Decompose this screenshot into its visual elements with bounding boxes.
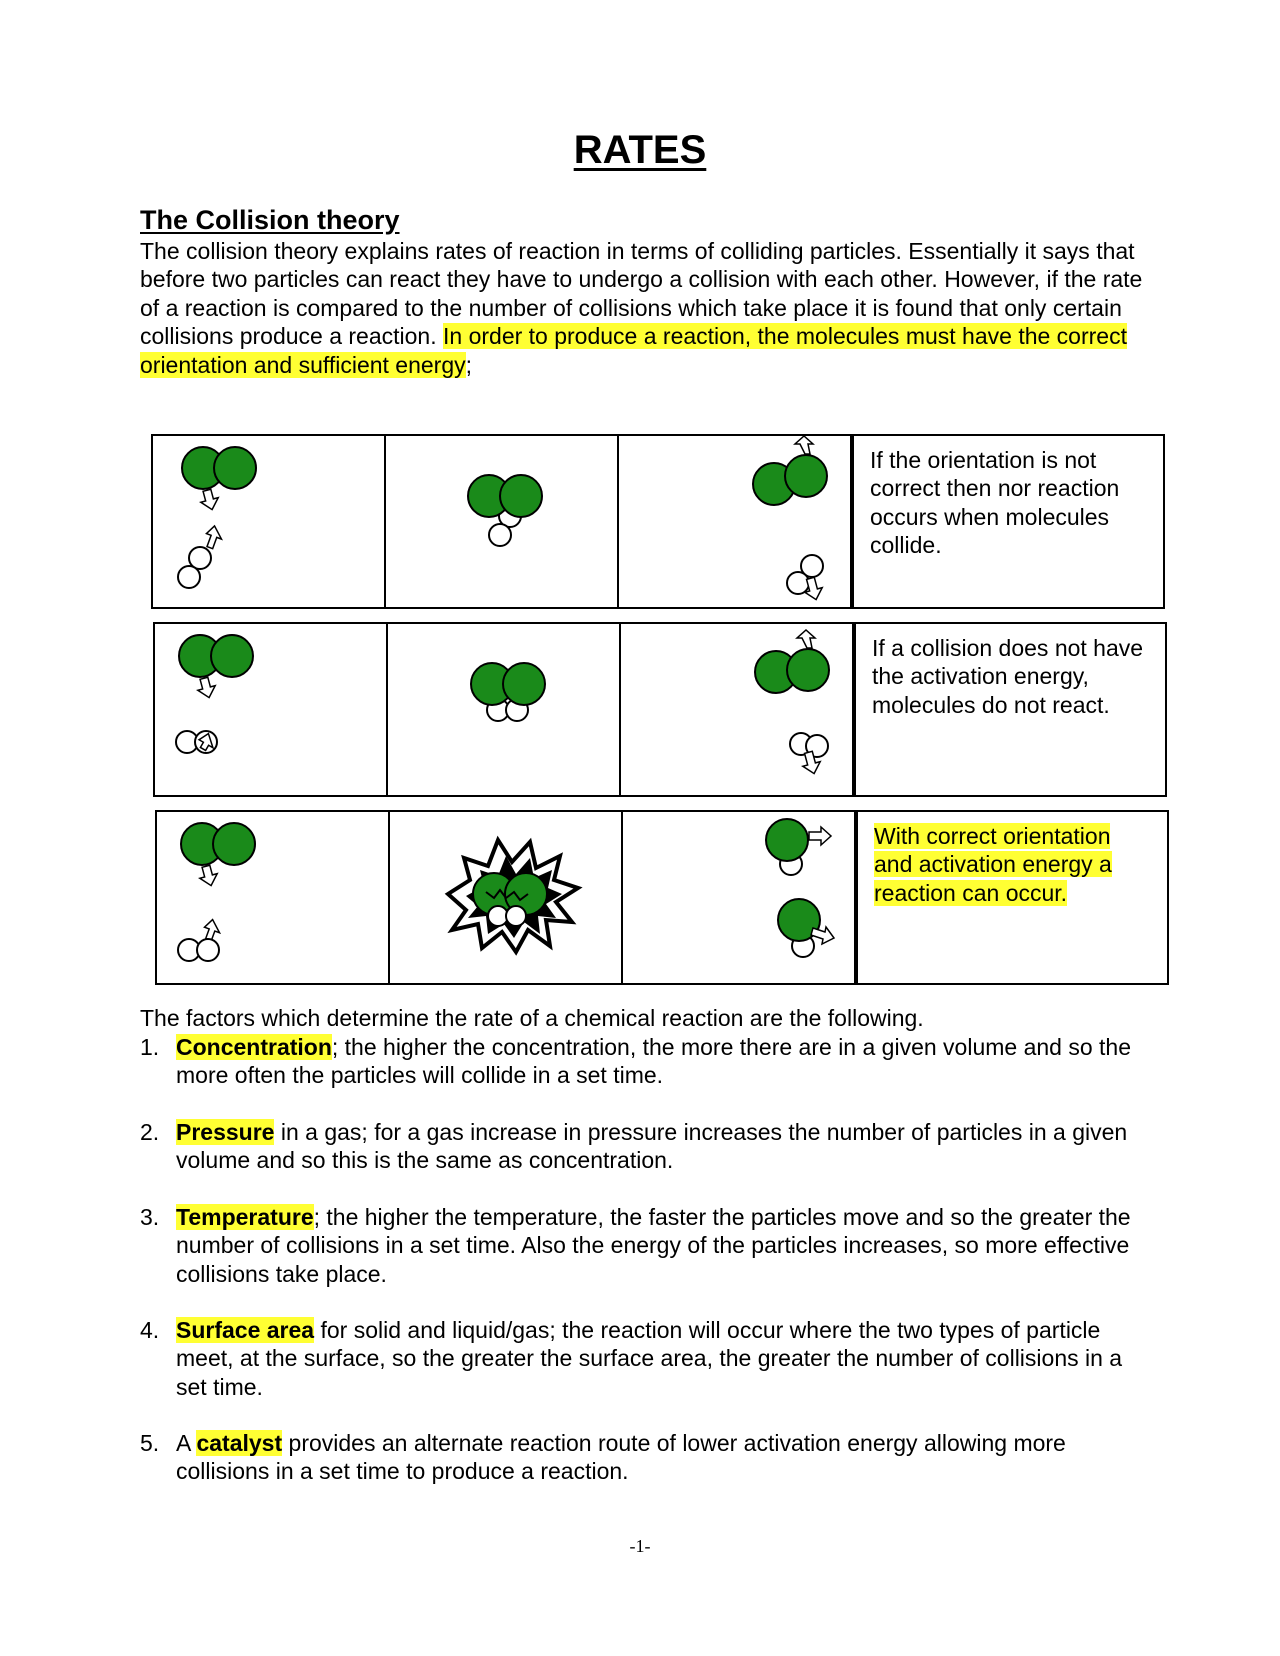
intro-highlight-end: ; — [465, 351, 473, 378]
diagram-row-reaction — [155, 810, 1169, 985]
diagram-cell-collision — [390, 812, 623, 983]
factors-intro: The factors which determine the rate of a chemical reaction are the following. — [140, 1005, 924, 1031]
molecules-approaching-diagram — [155, 624, 388, 799]
orientation-description: If the orientation is not correct then nor reaction occurs when molecules collide. — [870, 447, 1120, 559]
diagram-cell-after — [619, 436, 852, 607]
factor-number: 4. — [140, 1317, 160, 1343]
diagram-row-energy — [153, 622, 1167, 797]
intro-highlight: In order to produce a reaction, the molecules must have the correct orientation and sufficient energy — [140, 323, 1127, 378]
reaction-burst-diagram — [390, 812, 623, 987]
diagram-row-orientation — [151, 434, 1165, 609]
factor-text: in a gas; for a gas increase in pressure increases the number of particles in a given volume and so this is the same as concentration. — [176, 1119, 1128, 1174]
molecules-colliding-diagram — [388, 624, 621, 799]
diagram-cell-before — [153, 436, 386, 607]
factor-pressure — [140, 1118, 1150, 1175]
energy-description: If a collision does not have the activation energy, molecules do not react. — [872, 635, 1144, 718]
factor-number: 1. — [140, 1034, 160, 1060]
products-separating-diagram — [623, 812, 856, 987]
factor-keyword: Concentration — [176, 1034, 332, 1060]
page-title: RATES — [573, 128, 707, 172]
factor-catalyst — [140, 1429, 1150, 1486]
factor-surface-area — [140, 1316, 1150, 1401]
molecules-separating-diagram — [619, 436, 852, 611]
diagram-cell-collision — [388, 624, 621, 795]
factor-text: provides an alternate reaction route of lower activation energy allowing more collisions in a set time to produce a reaction. — [176, 1430, 1066, 1485]
factor-keyword: Pressure — [176, 1119, 275, 1145]
factor-number: 2. — [140, 1119, 160, 1145]
intro-paragraph — [140, 237, 1150, 379]
factor-keyword: Temperature — [176, 1204, 314, 1230]
diagram-cell-after — [621, 624, 854, 795]
factor-concentration — [140, 1033, 1150, 1090]
row-description — [856, 812, 1167, 983]
molecules-colliding-diagram — [386, 436, 619, 611]
diagram-cell-before — [157, 812, 390, 983]
reaction-description: With correct orientation and activation energy a reaction can occur. — [874, 823, 1112, 906]
molecules-approaching-diagram — [157, 812, 390, 987]
section-heading: The Collision theory — [140, 205, 400, 235]
factor-keyword: catalyst — [196, 1430, 283, 1456]
factor-text: ; the higher the temperature, the faster the particles move and so the greater the number of collisions in a set time. Also the energy of the particles increases, so more effective collisions take place. — [176, 1204, 1131, 1287]
factor-text: ; the higher the concentration, the more there are in a given volume and so the more often the particles will collide in a set time. — [176, 1034, 1131, 1089]
intro-text: The collision theory explains rates of reaction in terms of colliding particles. Essentially it says that before two particles can react they have to undergo a collision with each other. However, if the rate of a reaction is compared to the number of collisions which take place it is found that only certain collisions produce a reaction. — [140, 238, 1143, 350]
factor-prefix: A — [176, 1430, 197, 1456]
factor-keyword: Surface area — [176, 1317, 315, 1343]
page-number: -1- — [629, 1536, 651, 1556]
row-description — [854, 624, 1165, 795]
diagram-cell-before — [155, 624, 388, 795]
factor-number: 5. — [140, 1430, 160, 1456]
row-description — [852, 436, 1163, 607]
diagram-cell-after — [623, 812, 856, 983]
diagram-cell-collision — [386, 436, 619, 607]
factor-temperature — [140, 1203, 1150, 1288]
factor-number: 3. — [140, 1204, 160, 1230]
molecules-separating-diagram — [621, 624, 854, 799]
factor-text: for solid and liquid/gas; the reaction will occur where the two types of particle meet, at the surface, so the greater the surface area, the greater the number of collisions in a set time. — [176, 1317, 1123, 1400]
molecules-approaching-diagram — [153, 436, 386, 611]
